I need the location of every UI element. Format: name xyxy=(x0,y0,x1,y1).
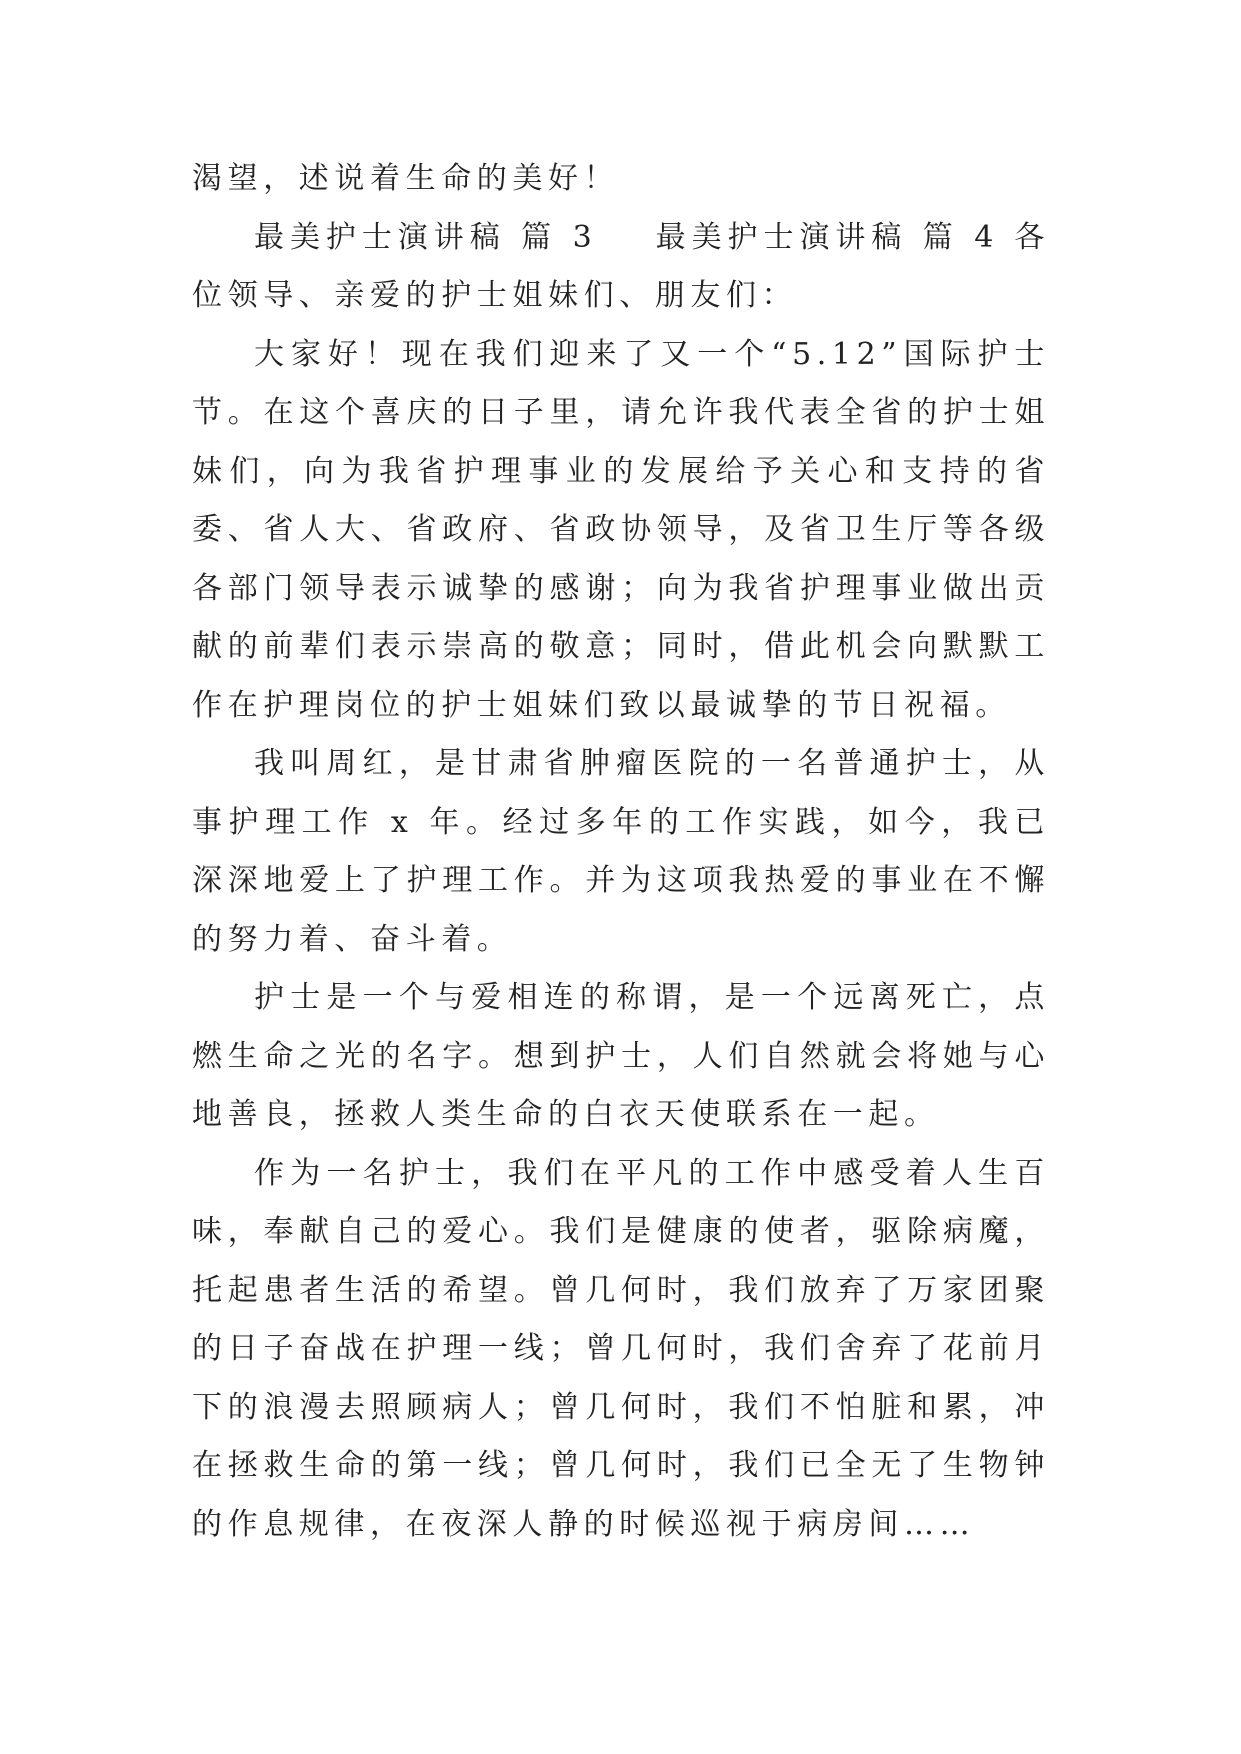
paragraph-3: 大家好！现在我们迎来了又一个“5.12”国际护士节。在这个喜庆的日子里，请允许我代表全省的护士姐妹们，向为我省护理事业的发展给予关心和支持的省委、省人大、省政府、省政协领导，及省卫生厅等各级各部门领导表示诚挚的感谢；向为我省护理事业做出贡献的前辈们表示崇高的敬意；同时，借此机会向默默工作在护理岗位的护士姐妹们致以最诚挚的节日祝福。 xyxy=(192,336,1050,723)
heading-speech-3: 最美护士演讲稿 篇 3 xyxy=(254,219,598,255)
document-body xyxy=(192,150,1050,1554)
heading-speech-4-salutation: 最美护士演讲稿 篇 4 各位领导、亲爱的护士姐妹们、朋友们： xyxy=(192,219,1050,313)
paragraph-4: 我叫周红，是甘肃省肿瘤医院的一名普通护士，从事护理工作 x 年。经过多年的工作实践，如今，我已深深地爱上了护理工作。并为这项我热爱的事业在不懈的努力着、奋斗着。 xyxy=(192,746,1050,957)
paragraph-5: 护士是一个与爱相连的称谓，是一个远离死亡，点燃生命之光的名字。想到护士，人们自然就会将她与心地善良，拯救人类生命的白衣天使联系在一起。 xyxy=(192,980,1050,1132)
paragraph-1: 渴望，述说着生命的美好！ xyxy=(192,161,620,196)
paragraph-2 xyxy=(192,209,1050,326)
paragraph-6: 作为一名护士，我们在平凡的工作中感受着人生百味，奉献自己的爱心。我们是健康的使者，驱除病魔，托起患者生活的希望。曾几何时，我们放弃了万家团聚的日子奋战在护理一线；曾几何时，我们舍弃了花前月下的浪漫去照顾病人；曾几何时，我们不怕脏和累，冲在拯救生命的第一线；曾几何时，我们已全无了生物钟的作息规律，在夜深人静的时候巡视于病房间…… xyxy=(192,1155,1050,1542)
